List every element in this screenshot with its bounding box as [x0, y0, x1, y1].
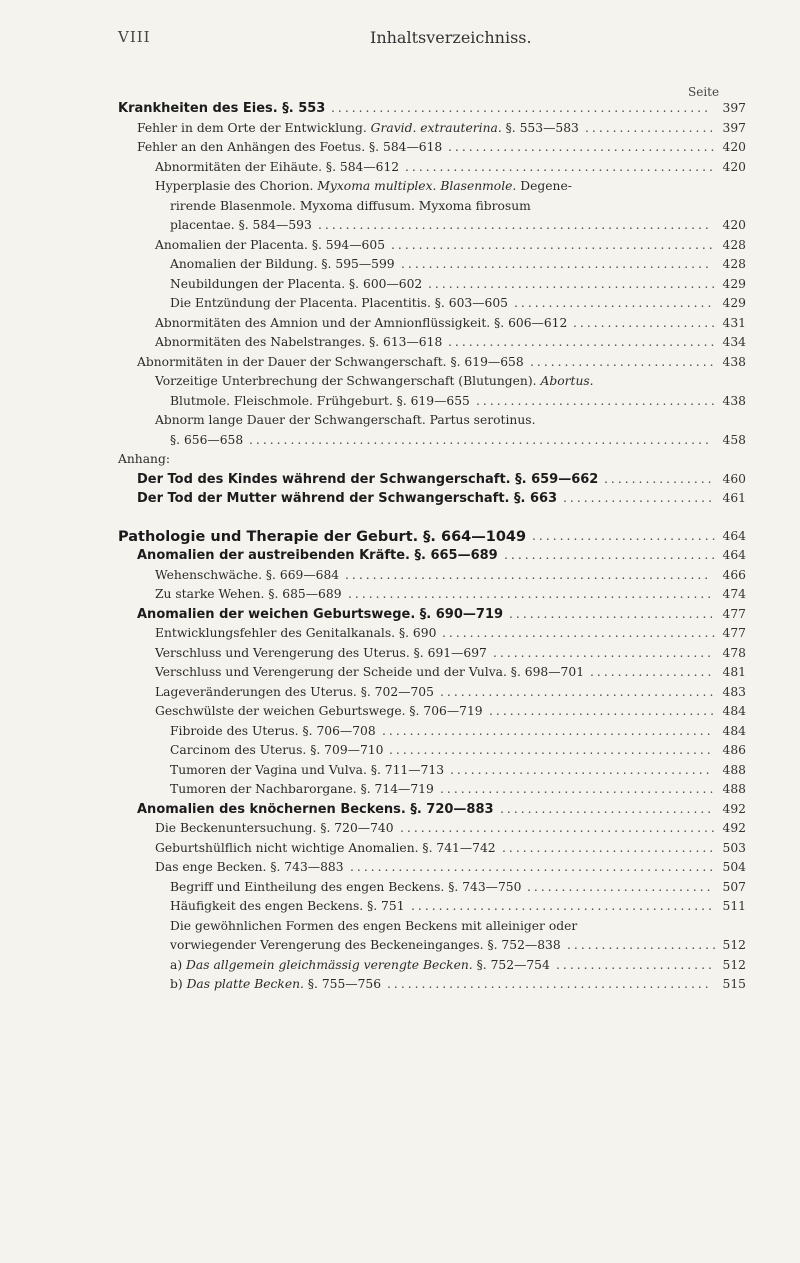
- toc-entry: [0, 529, 800, 549]
- dot-leader: ..........................................: [428, 276, 719, 291]
- toc-entry: [0, 121, 800, 141]
- toc-entry-title: Tumoren der Nachbarorgane. §. 714—719: [170, 782, 434, 796]
- toc-entry-page: 504: [722, 860, 746, 874]
- dot-leader: .............................................: [405, 159, 716, 174]
- toc-entry: [0, 199, 800, 219]
- toc-entry-page: 512: [722, 957, 746, 972]
- toc-entry: [0, 646, 800, 666]
- toc-entry-page: 464: [722, 548, 746, 562]
- toc-entry-page: 428: [722, 237, 746, 252]
- toc-entry: [0, 802, 800, 822]
- toc-entry-page: 484: [722, 704, 746, 718]
- toc-entry-title: Tumoren der Vagina und Vulva. §. 711—713: [170, 762, 445, 777]
- toc-entry-title: Fibroide des Uterus. §. 706—708: [170, 723, 376, 738]
- dot-leader: ........................................: [440, 782, 717, 796]
- dot-leader: ...............................................: [391, 237, 716, 252]
- toc-entry: [0, 472, 800, 492]
- dot-leader: ...........................: [530, 354, 717, 369]
- toc-entry: [0, 433, 800, 453]
- dot-leader: .....................................................: [348, 587, 715, 601]
- toc-entry-title: vorwiegender Verengerung des Beckeneinganges. §. 752—838: [170, 938, 561, 952]
- toc-entry-page: 486: [722, 743, 746, 757]
- running-title: Inhaltsverzeichniss.: [370, 28, 532, 47]
- toc-entry-page: 507: [722, 879, 746, 894]
- toc-entry: [0, 452, 800, 472]
- toc-entry-page: 460: [722, 471, 746, 486]
- dot-leader: ..............................................: [400, 821, 718, 835]
- toc-entry: [0, 763, 800, 783]
- toc-entry-title: Lageveränderungen des Uterus. §. 702—705: [155, 684, 434, 699]
- toc-entry-page: 438: [722, 393, 746, 408]
- toc-entry: [0, 743, 800, 763]
- toc-entry-title: Abnorm lange Dauer der Schwangerschaft. Partus serotinus.: [155, 413, 536, 427]
- dot-leader: ...................................................................: [249, 432, 712, 447]
- dot-leader: .................................: [489, 704, 717, 718]
- toc-entry: [0, 296, 800, 316]
- toc-entry-page: 458: [722, 432, 746, 447]
- toc-entry: [0, 355, 800, 375]
- toc-entry-title: Fehler in dem Orte der Entwicklung. Gravid. extrauterina. §. 553—583: [137, 120, 579, 135]
- toc-entry-title: Vorzeitige Unterbrechung der Schwangerschaft (Blutungen). Abortus.: [155, 374, 594, 388]
- toc-entry: [0, 316, 800, 336]
- dot-leader: .....................................................: [345, 567, 712, 582]
- dot-leader: ...........................: [527, 879, 714, 894]
- toc-entry: [0, 568, 800, 588]
- toc-entry: [0, 101, 800, 121]
- toc-entry-title: Anomalien der Placenta. §. 594—605: [155, 237, 386, 252]
- toc-entry-page: 466: [722, 567, 746, 582]
- toc-entry-title: Neubildungen der Placenta. §. 600—602: [170, 276, 423, 291]
- toc-entry-page: 511: [722, 899, 746, 913]
- toc-entry-page: 431: [722, 315, 746, 330]
- toc-entry-title: b) Das platte Becken. §. 755—756: [170, 977, 382, 991]
- dot-leader: .........................................................: [318, 218, 712, 232]
- dot-leader: ...................: [585, 120, 717, 135]
- dot-leader: ................................................: [382, 723, 714, 738]
- dot-leader: ................................: [493, 645, 715, 660]
- toc-entry: [0, 374, 800, 394]
- toc-entry-page: 481: [722, 665, 746, 679]
- toc-entry-title: Häufigkeit des engen Beckens. §. 751: [170, 899, 405, 913]
- toc-entry: [0, 491, 800, 511]
- toc-entry-title: Der Tod des Kindes während der Schwangerschaft. §. 659—662: [137, 471, 599, 487]
- dot-leader: ...........................: [532, 528, 719, 543]
- toc-entry-title: Die Beckenuntersuchung. §. 720—740: [155, 821, 394, 835]
- section-gap: [0, 511, 800, 529]
- dot-leader: .......................: [556, 957, 715, 972]
- toc-entry-page: 474: [722, 587, 746, 601]
- toc-entry-title: Fehler an den Anhängen des Foetus. §. 584—618: [137, 140, 443, 154]
- toc-entry-page: 488: [722, 762, 746, 777]
- toc-entry-title: Die Entzündung der Placenta. Placentitis. §. 603—605: [170, 296, 508, 310]
- toc-entry-title: Zu starke Wehen. §. 685—689: [155, 587, 342, 601]
- dot-leader: ...............................................: [389, 743, 714, 757]
- dot-leader: ........................................: [440, 684, 717, 699]
- toc-entry-title: rirende Blasenmole. Myxoma diffusum. Myxoma fibrosum: [170, 198, 531, 213]
- toc-entry: [0, 257, 800, 277]
- toc-entry-page: 477: [722, 626, 746, 640]
- toc-entry: [0, 218, 800, 238]
- toc-entry: [0, 335, 800, 355]
- toc-entry: [0, 938, 800, 958]
- dot-leader: .....................: [573, 315, 719, 330]
- toc-entry-page: 397: [722, 101, 746, 115]
- toc-entry: [0, 880, 800, 900]
- toc-entry-title: §. 656—658: [170, 432, 244, 447]
- toc-entry: [0, 841, 800, 861]
- toc-entry: [0, 704, 800, 724]
- page-header: [118, 28, 770, 50]
- toc-entry-title: Wehenschwäche. §. 669—684: [155, 567, 340, 582]
- dot-leader: ......................: [567, 938, 719, 952]
- toc-entry-title: Verschluss und Verengerung des Uterus. §. 691—697: [155, 645, 487, 660]
- toc-entry-title: Abnormitäten des Amnion und der Amnionflüssigkeit. §. 606—612: [155, 315, 568, 330]
- dot-leader: ...............................: [504, 548, 719, 562]
- toc-entry-page: 464: [722, 528, 746, 543]
- toc-entry-title: Das enge Becken. §. 743—883: [155, 860, 344, 874]
- dot-leader: ......................................: [450, 762, 713, 777]
- toc-entry-title: Anomalien des knöchernen Beckens. §. 720—883: [137, 801, 494, 817]
- toc-entry-title: Der Tod der Mutter während der Schwangerschaft. §. 663: [137, 491, 558, 506]
- toc-entry: [0, 899, 800, 919]
- toc-entry-title: Abnormitäten des Nabelstranges. §. 613—618: [155, 335, 443, 349]
- dot-leader: ........................................: [442, 626, 719, 640]
- page-number: VIII: [118, 28, 151, 46]
- toc-entry-page: 477: [722, 606, 746, 621]
- toc-entry-page: 484: [722, 723, 746, 738]
- dot-leader: .............................................: [401, 257, 712, 271]
- toc-entry-page: 434: [722, 335, 746, 349]
- toc-entry-title: placentae. §. 584—593: [170, 218, 312, 232]
- toc-entry: [0, 140, 800, 160]
- toc-entry: [0, 958, 800, 978]
- dot-leader: ...............................: [500, 801, 715, 816]
- toc-entry: [0, 179, 800, 199]
- toc-entry-page: 503: [722, 840, 746, 855]
- toc-entry-title: Geschwülste der weichen Geburtswege. §. 706—719: [155, 704, 483, 718]
- toc-entry-title: Anhang:: [118, 452, 170, 466]
- toc-entry-page: 420: [722, 140, 746, 154]
- table-of-contents: [0, 101, 800, 997]
- toc-entry: [0, 685, 800, 705]
- toc-entry: [0, 587, 800, 607]
- toc-entry-title: Abnormitäten der Eihäute. §. 584—612: [155, 159, 400, 174]
- toc-entry-page: 515: [722, 977, 746, 991]
- dot-leader: .............................: [514, 296, 715, 310]
- dot-leader: ......................: [563, 491, 715, 505]
- toc-entry-page: 478: [722, 645, 746, 660]
- dot-leader: .......................................: [448, 335, 718, 349]
- toc-entry-title: Anomalien der Bildung. §. 595—599: [170, 257, 395, 271]
- toc-entry: [0, 277, 800, 297]
- toc-entry: [0, 724, 800, 744]
- toc-entry-title: Die gewöhnlichen Formen des engen Beckens mit alleiniger oder: [170, 918, 578, 933]
- toc-entry: [0, 394, 800, 414]
- toc-entry-title: Hyperplasie des Chorion. Myxoma multiplex. Blasenmole. Degene-: [155, 179, 572, 193]
- toc-entry-title: Blutmole. Fleischmole. Frühgeburt. §. 619—655: [170, 393, 470, 408]
- toc-entry-page: 438: [722, 354, 746, 369]
- toc-entry: [0, 607, 800, 627]
- dot-leader: ...................................: [476, 393, 718, 408]
- toc-entry: [0, 548, 800, 568]
- dot-leader: ............................................: [411, 899, 715, 913]
- toc-entry-title: Abnormitäten in der Dauer der Schwangerschaft. §. 619—658: [137, 354, 524, 369]
- toc-entry: [0, 665, 800, 685]
- toc-entry-title: Anomalien der weichen Geburtswege. §. 690—719: [137, 606, 504, 622]
- dot-leader: .......................................: [448, 140, 718, 154]
- toc-entry-page: 429: [722, 276, 746, 291]
- toc-entry-title: Anomalien der austreibenden Kräfte. §. 665—689: [137, 548, 498, 563]
- toc-entry-page: 429: [722, 296, 746, 310]
- toc-entry: [0, 626, 800, 646]
- dot-leader: .......................................................: [331, 101, 711, 115]
- toc-entry-title: Begriff und Eintheilung des engen Beckens. §. 743—750: [170, 879, 522, 894]
- toc-entry: [0, 160, 800, 180]
- toc-entry: [0, 413, 800, 433]
- dot-leader: ..............................: [509, 606, 717, 621]
- toc-entry-page: 397: [722, 120, 746, 135]
- toc-entry: [0, 821, 800, 841]
- toc-entry-page: 492: [722, 821, 746, 835]
- toc-entry-page: 428: [722, 257, 746, 271]
- toc-entry-title: Geburtshülflich nicht wichtige Anomalien. §. 741—742: [155, 840, 496, 855]
- toc-entry: [0, 860, 800, 880]
- toc-entry: [0, 238, 800, 258]
- toc-entry-page: 420: [722, 218, 746, 232]
- toc-entry-title: Pathologie und Therapie der Geburt. §. 664—1049: [118, 528, 527, 545]
- toc-entry: [0, 977, 800, 997]
- dot-leader: .....................................................: [350, 860, 717, 874]
- toc-entry-title: Entwicklungsfehler des Genitalkanals. §. 690: [155, 626, 437, 640]
- dot-leader: ...............................................: [387, 977, 712, 991]
- page-column-label: Seite: [688, 85, 720, 99]
- toc-entry: [0, 919, 800, 939]
- toc-entry-page: 461: [722, 491, 746, 505]
- toc-entry-page: 512: [722, 938, 746, 952]
- toc-entry-title: a) Das allgemein gleichmässig verengte Becken. §. 752—754: [170, 957, 550, 972]
- toc-entry-title: Verschluss und Verengerung der Scheide und der Vulva. §. 698—701: [155, 665, 585, 679]
- toc-entry-title: Krankheiten des Eies. §. 553: [118, 101, 326, 116]
- toc-entry: [0, 782, 800, 802]
- toc-entry-page: 420: [722, 159, 746, 174]
- dot-leader: ................: [604, 471, 715, 486]
- toc-entry-page: 492: [722, 801, 746, 816]
- dot-leader: ...............................: [502, 840, 717, 855]
- dot-leader: ..................: [590, 665, 715, 679]
- toc-entry-title: Carcinom des Uterus. §. 709—710: [170, 743, 384, 757]
- toc-entry-page: 488: [722, 782, 746, 796]
- toc-entry-page: 483: [722, 684, 746, 699]
